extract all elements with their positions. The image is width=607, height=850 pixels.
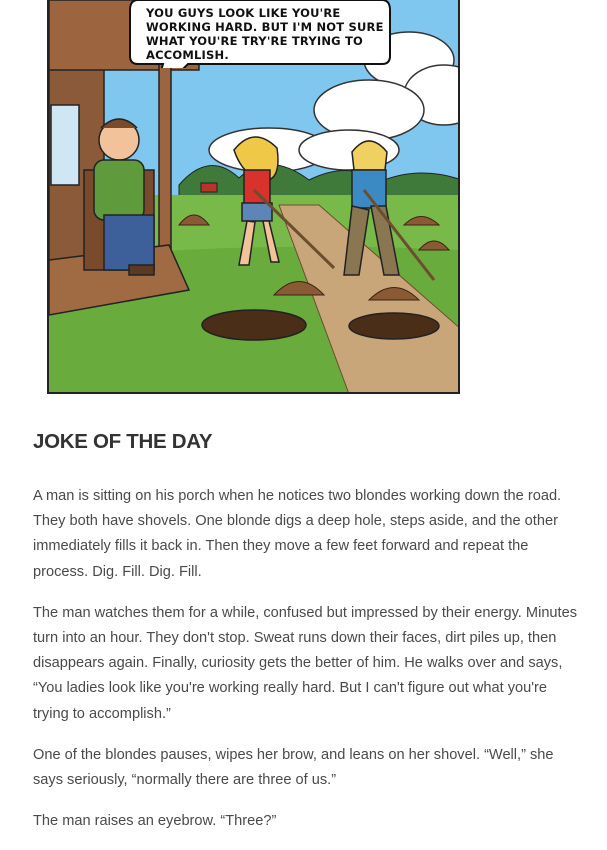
comic-image — [47, 0, 460, 394]
paragraph: One of the blondes pauses, wipes her brow, and leans on her shovel. “Well,” she says seriously, “normally there are three of us.” — [33, 746, 554, 789]
paragraph: The man raises an eyebrow. “Three?” — [33, 813, 277, 830]
paragraph: The man watches them for a while, confused but impressed by their energy. Minutes turn into an hour. They don't stop. Sweat runs down their faces, dirt piles up, then disappears again. Finally, curiosity gets the better of him. He walks over and says, “You ladies look like you're working really hard. But I can't figure out what you're trying to accomplish.” — [33, 604, 578, 722]
speech-bubble-text: YOU GUYS LOOK LIKE YOU'RE WORKING HARD. BUT I'M NOT SURE WHAT YOU'RE TRY'RE TRYING TO ACCOMLISH. — [146, 6, 384, 62]
article-body — [33, 484, 581, 850]
article-title: JOKE OF THE DAY — [33, 430, 213, 453]
paragraph: A man is sitting on his porch when he notices two blondes working down the road. They both have shovels. One blonde digs a deep hole, steps aside, and the other immediately fills it back in. Then they move a few feet forward and repeat the process. Dig. Fill. Dig. Fill. — [33, 488, 562, 580]
